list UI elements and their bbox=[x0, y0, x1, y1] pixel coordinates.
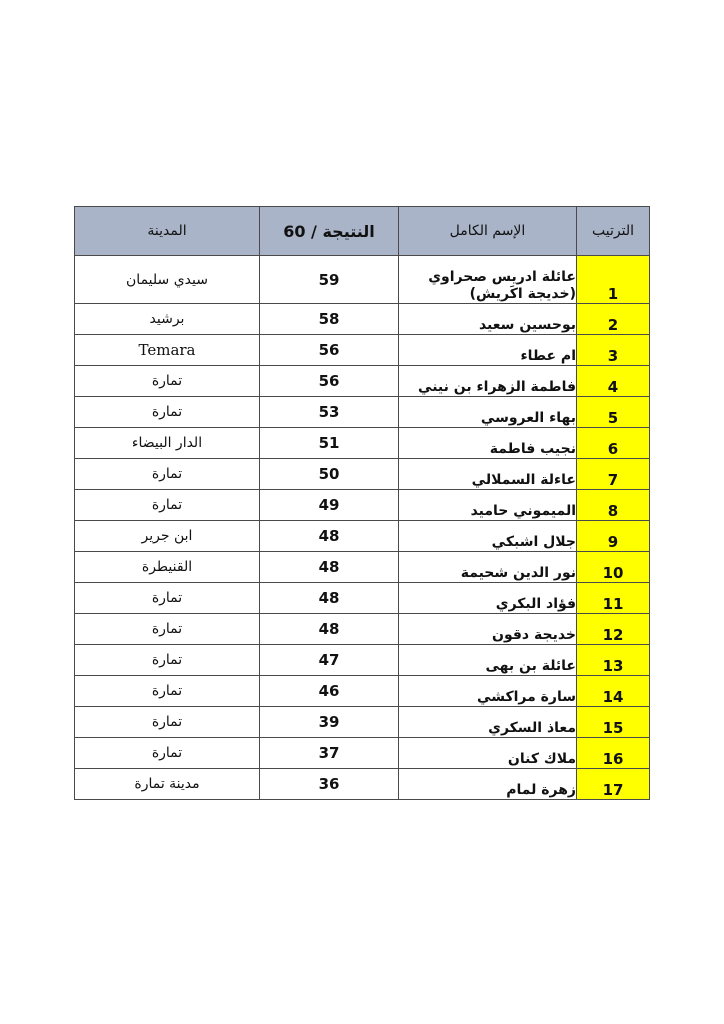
table-row bbox=[75, 738, 650, 769]
table-row bbox=[75, 366, 650, 397]
cell-rank: 13 bbox=[577, 645, 650, 676]
cell-score: 50 bbox=[260, 459, 399, 490]
cell-name: نور الدين شحيمة bbox=[399, 552, 577, 583]
cell-rank: 2 bbox=[577, 304, 650, 335]
name-line-1: عائلة ادريس صحراوي bbox=[428, 269, 576, 285]
table-row bbox=[75, 490, 650, 521]
table-body bbox=[75, 256, 650, 800]
cell-score: 39 bbox=[260, 707, 399, 738]
cell-name: نجيب فاطمة bbox=[399, 428, 577, 459]
cell-rank: 3 bbox=[577, 335, 650, 366]
cell-score: 48 bbox=[260, 552, 399, 583]
header-name: الإسم الكامل bbox=[399, 207, 577, 256]
cell-city: تمارة bbox=[75, 645, 260, 676]
results-table bbox=[74, 206, 650, 800]
cell-rank: 14 bbox=[577, 676, 650, 707]
cell-score: 56 bbox=[260, 366, 399, 397]
cell-score: 47 bbox=[260, 645, 399, 676]
table-row bbox=[75, 521, 650, 552]
cell-rank: 8 bbox=[577, 490, 650, 521]
header-rank: الترتيب bbox=[577, 207, 650, 256]
cell-rank: 7 bbox=[577, 459, 650, 490]
table-row bbox=[75, 335, 650, 366]
cell-city: القنيطرة bbox=[75, 552, 260, 583]
cell-score: 36 bbox=[260, 769, 399, 800]
cell-rank: 6 bbox=[577, 428, 650, 459]
cell-city: مدينة تمارة bbox=[75, 769, 260, 800]
cell-rank: 5 bbox=[577, 397, 650, 428]
cell-score: 48 bbox=[260, 583, 399, 614]
header-row bbox=[75, 207, 650, 256]
cell-score: 56 bbox=[260, 335, 399, 366]
cell-city: تمارة bbox=[75, 490, 260, 521]
header-score: النتيجة / 60 bbox=[260, 207, 399, 256]
cell-name: الميموني حاميد bbox=[399, 490, 577, 521]
cell-name: زهرة لمام bbox=[399, 769, 577, 800]
cell-name: خديجة دقون bbox=[399, 614, 577, 645]
table-row bbox=[75, 397, 650, 428]
cell-rank: 11 bbox=[577, 583, 650, 614]
cell-city: الدار البيضاء bbox=[75, 428, 260, 459]
cell-city: تمارة bbox=[75, 459, 260, 490]
table-row bbox=[75, 707, 650, 738]
table-row bbox=[75, 676, 650, 707]
table-row bbox=[75, 256, 650, 304]
table-row bbox=[75, 645, 650, 676]
cell-city: تمارة bbox=[75, 397, 260, 428]
cell-name: ملاك كنان bbox=[399, 738, 577, 769]
cell-city: Temara bbox=[75, 335, 260, 366]
table-row bbox=[75, 614, 650, 645]
table-row bbox=[75, 459, 650, 490]
cell-score: 48 bbox=[260, 521, 399, 552]
cell-rank: 4 bbox=[577, 366, 650, 397]
cell-name: عائلة بن بهى bbox=[399, 645, 577, 676]
cell-name: بوحسين سعيد bbox=[399, 304, 577, 335]
cell-score: 58 bbox=[260, 304, 399, 335]
cell-score: 53 bbox=[260, 397, 399, 428]
cell-score: 51 bbox=[260, 428, 399, 459]
cell-name: جلال اشبكي bbox=[399, 521, 577, 552]
cell-name: معاذ السكري bbox=[399, 707, 577, 738]
cell-city: سيدي سليمان bbox=[75, 256, 260, 304]
table-row bbox=[75, 428, 650, 459]
cell-rank: 15 bbox=[577, 707, 650, 738]
cell-rank: 9 bbox=[577, 521, 650, 552]
cell-name: فؤاد البكري bbox=[399, 583, 577, 614]
cell-rank: 12 bbox=[577, 614, 650, 645]
cell-score: 59 bbox=[260, 256, 399, 304]
cell-name bbox=[399, 256, 577, 304]
cell-city: تمارة bbox=[75, 707, 260, 738]
cell-score: 46 bbox=[260, 676, 399, 707]
cell-name: ام عطاء bbox=[399, 335, 577, 366]
cell-city: تمارة bbox=[75, 583, 260, 614]
cell-rank: 17 bbox=[577, 769, 650, 800]
table-row bbox=[75, 552, 650, 583]
cell-name: فاطمة الزهراء بن نيني bbox=[399, 366, 577, 397]
cell-city: ابن جرير bbox=[75, 521, 260, 552]
cell-score: 37 bbox=[260, 738, 399, 769]
table-row bbox=[75, 583, 650, 614]
cell-rank: 1 bbox=[577, 256, 650, 304]
cell-city: تمارة bbox=[75, 366, 260, 397]
table-row bbox=[75, 304, 650, 335]
cell-city: تمارة bbox=[75, 738, 260, 769]
cell-city: برشيد bbox=[75, 304, 260, 335]
cell-city: تمارة bbox=[75, 676, 260, 707]
cell-score: 49 bbox=[260, 490, 399, 521]
cell-name: سارة مراكشي bbox=[399, 676, 577, 707]
table-row bbox=[75, 769, 650, 800]
name-line-2: (خديجة اكَريش) bbox=[469, 286, 576, 302]
cell-name: عاءلة السملالي bbox=[399, 459, 577, 490]
cell-name: بهاء العروسي bbox=[399, 397, 577, 428]
header-city: المدينة bbox=[75, 207, 260, 256]
cell-city: تمارة bbox=[75, 614, 260, 645]
cell-rank: 16 bbox=[577, 738, 650, 769]
cell-score: 48 bbox=[260, 614, 399, 645]
cell-rank: 10 bbox=[577, 552, 650, 583]
